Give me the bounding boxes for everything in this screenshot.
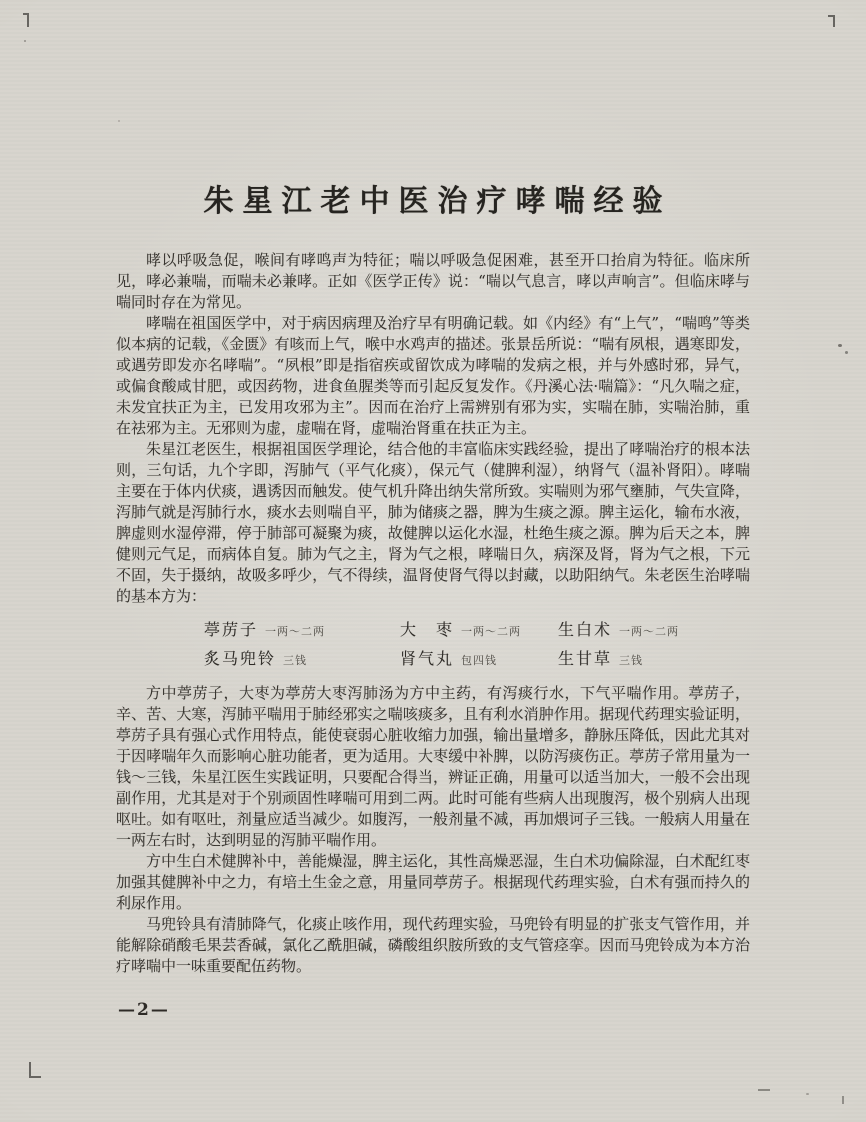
corner-registration-mark [833,15,835,27]
herb-dose: 一两～二两 [461,625,522,638]
herb-dose: 三钱 [619,654,644,667]
article-title: 朱星江老中医治疗哮喘经验 [203,184,672,219]
herb-dose: 三钱 [283,654,308,667]
herb-name: 生甘草 [558,649,613,668]
prescription-item [204,645,400,674]
page-number: —2— [118,1000,170,1020]
prescription-table [116,616,750,674]
corner-registration-mark [27,13,29,27]
scan-speck [838,344,842,347]
prescription-item [400,616,558,645]
paragraph-tcm-history: 哮喘在祖国医学中，对于病因病理及治疗早有明确记载。如《内经》有“上气”，“喘鸣”等类似本病的记载，《金匮》有咳而上气，喉中水鸡声的描述。张景岳所说：“喘有夙根，遇寒即发，或遇劳即发亦名哮喘”。“夙根”即是指宿疾或留饮成为哮喘的发病之根，并与外感时邪，异气，或偏食酸咸甘肥，或因药物，进食鱼腥类等而引起反复发作。《丹溪心法·喘篇》：“凡久喘之症，未发宜扶正为主，已发用攻邪为主”。因而在治疗上需辨别有邪为实，实喘在肺，实喘治肺，重在祛邪为主。无邪则为虚，虚喘在肾，虚喘治肾重在扶正为主。 [116,314,750,437]
paragraph-treatment-principle: 朱星江老医生，根据祖国医学理论，结合他的丰富临床实践经验，提出了哮喘治疗的根本法则，三句话，九个字即，泻肺气（平气化痰），保元气（健脾利湿），纳肾气（温补肾阳）。哮喘主要在于体内伏痰，遇诱因而触发。使气机升降出纳失常所致。实喘则为邪气壅肺，气失宣降，泻肺气就是泻肺行水，痰水去则喘自平，肺为储痰之器，脾为生痰之源。脾主运化，输布水液，脾虚则水湿停滞，停于肺部可凝聚为痰，故健脾以运化水湿，杜绝生痰之源。脾为后天之本，脾健则元气足，而病体自复。肺为气之主，肾为气之根，哮喘日久，病深及肾，肾为气之根，下元不固，失于摄纳，故吸多呼少，气不得续，温肾使肾气得以封藏，以助阳纳气。朱老医生治哮喘的基本方为： [116,440,750,605]
scan-speck [806,1093,809,1095]
herb-name: 葶苈子 [204,620,259,639]
prescription-row [116,645,750,674]
herb-name: 大 枣 [400,620,455,639]
herb-dose: 包四钱 [461,654,498,667]
scan-speck [845,351,848,354]
prescription-item [400,645,558,674]
prescription-item [558,616,679,645]
prescription-item [558,645,643,674]
paragraph-tinglizi: 方中葶苈子，大枣为葶苈大枣泻肺汤为方中主药，有泻痰行水，下气平喘作用。葶苈子，辛、苦、大寒，泻肺平喘用于肺经邪实之喘咳痰多，且有利水消肿作用。据现代药理实验证明，葶苈子具有强心式作用特点，能使衰弱心脏收缩力加强，输出量增多，静脉压降低，因此尤其对于因哮喘年久而影响心脏功能者，更为适用。大枣缓中补脾，以防泻痰伤正。葶苈子常用量为一钱～三钱，朱星江医生实践证明，只要配合得当，辨证正确，用量可以适当加大，一般不会出现副作用，尤其是对于个别顽固性哮喘可用到二两。此时可能有些病人出现腹泻，极个别病人出现呕吐。如有呕吐，剂量应适当减少。如腹泻，一般剂量不减，再加煨诃子三钱。一般病人用量在一两左右时，达到明显的泻肺平喘作用。 [116,684,750,849]
paragraph-intro: 哮以呼吸急促，喉间有哮鸣声为特征；喘以呼吸急促困难，甚至开口抬肩为特征。临床所见，哮必兼喘，而喘未必兼哮。正如《医学正传》说：“喘以气息言，哮以声响言”。但临床哮与喘同时存在为常见。 [116,251,750,311]
herb-name: 肾气丸 [400,649,455,668]
herb-dose: 一两～二两 [619,625,680,638]
corner-registration-mark [842,1096,844,1104]
corner-registration-mark [758,1089,770,1091]
prescription-row [116,616,750,645]
scan-speck [24,40,26,42]
article-body [116,184,750,977]
herb-dose: 一两～二两 [265,625,326,638]
paragraph-baizhu: 方中生白术健脾补中，善能燥湿，脾主运化，其性高燥恶湿，生白术功偏除湿，白术配红枣加强其健脾补中之力，有培土生金之意，用量同葶苈子。根据现代药理实验，白术有强而持久的利尿作用。 [116,852,750,912]
herb-name: 炙马兜铃 [204,649,277,668]
paragraph-madouling: 马兜铃具有清肺降气，化痰止咳作用，现代药理实验，马兜铃有明显的扩张支气管作用，并能解除硝酸毛果芸香碱，氯化乙酰胆碱，磷酸组织胺所致的支气管痉挛。因而马兜铃成为本方治疗哮喘中一味重要配伍药物。 [116,915,750,975]
prescription-item [204,616,400,645]
corner-registration-mark [29,1062,31,1078]
herb-name: 生白术 [558,620,613,639]
scan-speck [118,120,120,122]
